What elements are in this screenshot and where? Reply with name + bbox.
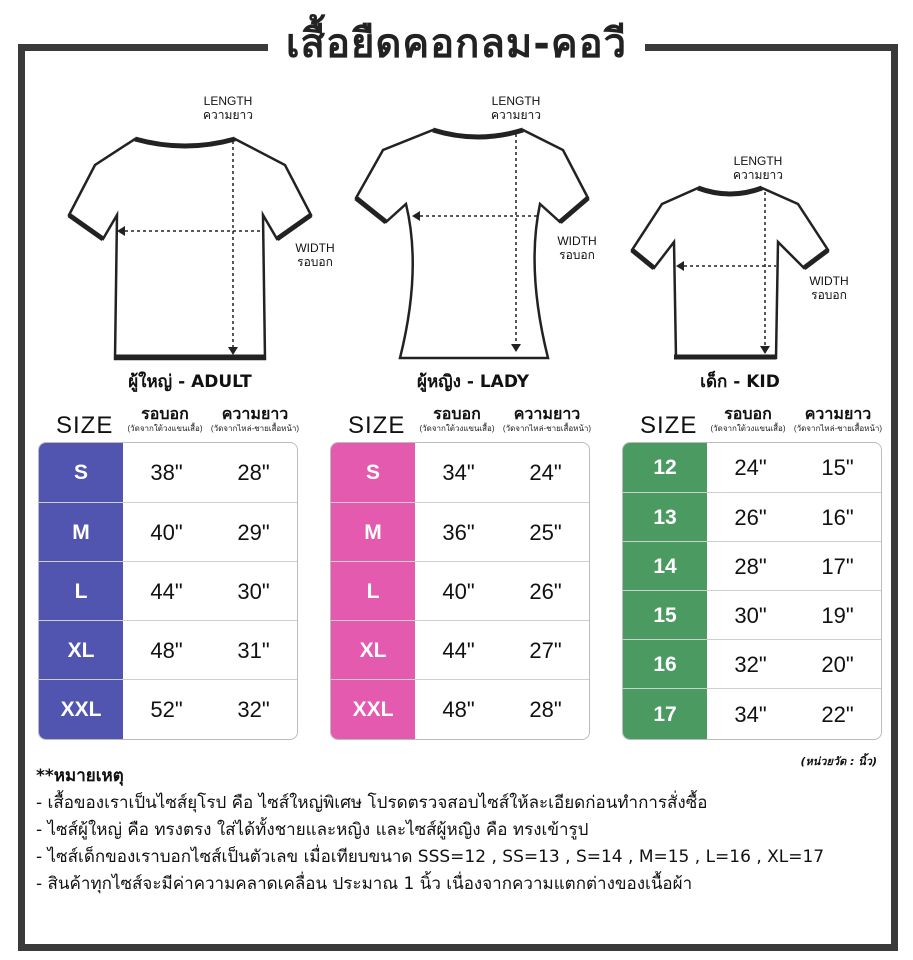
length-cell: 26" bbox=[529, 578, 562, 604]
size-cell: L bbox=[39, 562, 123, 621]
size-cell: 13 bbox=[623, 493, 707, 542]
note-line: - ไซส์เด็กของเราบอกไซส์เป็นตัวเลข เมื่อเทียบขนาด SSS=12 , SS=13 , S=14 , M=15 , L=16 , XL=17 bbox=[36, 847, 825, 867]
table-row bbox=[623, 688, 881, 740]
table-row bbox=[39, 502, 297, 562]
lady-chest-heading: รอบอก (วัดจากใต้วงแขนเสื้อ) bbox=[419, 406, 495, 433]
table-row bbox=[331, 679, 589, 740]
length-cell: 28" bbox=[237, 459, 270, 485]
table-row bbox=[623, 541, 881, 591]
size-cell: 14 bbox=[623, 542, 707, 591]
size-cell: 15 bbox=[623, 591, 707, 640]
chest-cell: 34" bbox=[442, 459, 475, 485]
table-row bbox=[623, 443, 881, 492]
length-cell: 25" bbox=[529, 519, 562, 545]
width-th: รอบอก bbox=[297, 255, 333, 269]
size-cell: S bbox=[331, 443, 415, 502]
kid-length-label bbox=[718, 154, 798, 182]
size-cell: XL bbox=[331, 621, 415, 680]
length-cell: 24" bbox=[529, 459, 562, 485]
kid-label: เด็ก - KID bbox=[700, 372, 780, 392]
chest-cell: 26" bbox=[734, 504, 767, 530]
kid-chest-heading: รอบอก (วัดจากใต้วงแขนเสื้อ) bbox=[710, 406, 786, 433]
chest-cell: 44" bbox=[150, 578, 183, 604]
page-title: เสื้อยืดคอกลม-คอวี bbox=[268, 12, 645, 76]
size-cell: 16 bbox=[623, 640, 707, 689]
table-row bbox=[623, 492, 881, 542]
table-row bbox=[331, 443, 589, 502]
lady-size-heading: SIZE bbox=[348, 412, 406, 439]
size-cell: 17 bbox=[623, 689, 707, 740]
chest-cell: 30" bbox=[734, 602, 767, 628]
adult-shirt-diagram bbox=[55, 125, 315, 365]
width-th: รอบอก bbox=[811, 288, 847, 302]
chest-cell: 48" bbox=[442, 697, 475, 722]
adult-size-table bbox=[38, 442, 298, 740]
table-row bbox=[623, 639, 881, 689]
note-line: - สินค้าทุกไซส์จะมีค่าความคลาดเคลื่อน ประมาณ 1 นิ้ว เนื่องจากความแตกต่างของเนื้อผ้า bbox=[36, 874, 693, 894]
size-cell: M bbox=[39, 503, 123, 562]
table-row bbox=[39, 679, 297, 740]
size-cell: XL bbox=[39, 621, 123, 680]
size-cell: 12 bbox=[623, 443, 707, 492]
lady-length-heading: ความยาว (วัดจากไหล่-ชายเสื้อหน้า) bbox=[502, 406, 592, 433]
lady-label: ผู้หญิง - LADY bbox=[416, 372, 530, 392]
chest-cell: 48" bbox=[150, 637, 183, 663]
chest-cell: 52" bbox=[150, 697, 183, 722]
length-cell: 22" bbox=[821, 701, 854, 727]
length-cell: 20" bbox=[821, 651, 854, 677]
unit-note: (หน่วยวัด : นิ้ว) bbox=[800, 755, 877, 768]
adult-width-label bbox=[280, 241, 350, 269]
length-cell: 27" bbox=[529, 637, 562, 663]
table-row bbox=[39, 620, 297, 680]
chest-cell: 44" bbox=[442, 637, 475, 663]
size-cell: S bbox=[39, 443, 123, 502]
chest-cell: 40" bbox=[150, 519, 183, 545]
chest-cell: 24" bbox=[734, 454, 767, 480]
length-en: LENGTH bbox=[203, 94, 253, 108]
kid-size-heading: SIZE bbox=[640, 412, 698, 439]
kid-shirt-diagram bbox=[628, 180, 833, 365]
chest-cell: 28" bbox=[734, 553, 767, 579]
length-cell: 31" bbox=[237, 637, 270, 663]
size-cell: XXL bbox=[39, 680, 123, 740]
length-cell: 17" bbox=[821, 553, 854, 579]
adult-size-heading: SIZE bbox=[56, 412, 114, 439]
adult-label: ผู้ใหญ่ - ADULT bbox=[128, 372, 252, 392]
length-en: LENGTH bbox=[491, 94, 541, 108]
length-th: ความยาว bbox=[733, 168, 783, 182]
length-en: LENGTH bbox=[733, 154, 783, 168]
table-row bbox=[623, 590, 881, 640]
lady-size-table bbox=[330, 442, 590, 740]
table-row bbox=[39, 443, 297, 502]
length-cell: 30" bbox=[237, 578, 270, 604]
note-line: - เสื้อของเราเป็นไซส์ยุโรป คือ ไซส์ใหญ่พิเศษ โปรดตรวจสอบไซส์ให้ละเอียดก่อนทำการสั่งซื้อ bbox=[36, 793, 708, 813]
width-en: WIDTH bbox=[809, 274, 849, 288]
lady-length-label bbox=[476, 94, 556, 122]
note-line: - ไซส์ผู้ใหญ่ คือ ทรงตรง ใส่ได้ทั้งชายและหญิง และไซส์ผู้หญิง คือ ทรงเข้ารูป bbox=[36, 820, 589, 840]
size-cell: L bbox=[331, 562, 415, 621]
table-row bbox=[331, 502, 589, 562]
adult-chest-heading: รอบอก (วัดจากใต้วงแขนเสื้อ) bbox=[127, 406, 203, 433]
adult-length-label bbox=[188, 94, 268, 122]
kid-width-label bbox=[794, 274, 864, 302]
table-row bbox=[331, 561, 589, 621]
chest-cell: 38" bbox=[150, 459, 183, 485]
notes-section bbox=[36, 763, 824, 898]
width-en: WIDTH bbox=[557, 234, 597, 248]
length-th: ความยาว bbox=[203, 108, 253, 122]
width-th: รอบอก bbox=[559, 248, 595, 262]
length-cell: 29" bbox=[237, 519, 270, 545]
chest-cell: 40" bbox=[442, 578, 475, 604]
title-bar bbox=[0, 12, 913, 76]
lady-width-label bbox=[542, 234, 612, 262]
length-th: ความยาว bbox=[491, 108, 541, 122]
length-cell: 15" bbox=[821, 454, 854, 480]
kid-length-heading: ความยาว (วัดจากไหล่-ชายเสื้อหน้า) bbox=[793, 406, 883, 433]
notes-heading: **หมายเหตุ bbox=[36, 766, 124, 786]
length-cell: 32" bbox=[237, 697, 270, 722]
size-cell: M bbox=[331, 503, 415, 562]
table-row bbox=[39, 561, 297, 621]
chest-cell: 32" bbox=[734, 651, 767, 677]
length-cell: 19" bbox=[821, 602, 854, 628]
chest-cell: 36" bbox=[442, 519, 475, 545]
length-cell: 16" bbox=[821, 504, 854, 530]
chest-cell: 34" bbox=[734, 701, 767, 727]
adult-length-heading: ความยาว (วัดจากไหล่-ชายเสื้อหน้า) bbox=[210, 406, 300, 433]
width-en: WIDTH bbox=[295, 241, 335, 255]
kid-size-table bbox=[622, 442, 882, 740]
size-cell: XXL bbox=[331, 680, 415, 740]
table-row bbox=[331, 620, 589, 680]
length-cell: 28" bbox=[529, 697, 562, 722]
